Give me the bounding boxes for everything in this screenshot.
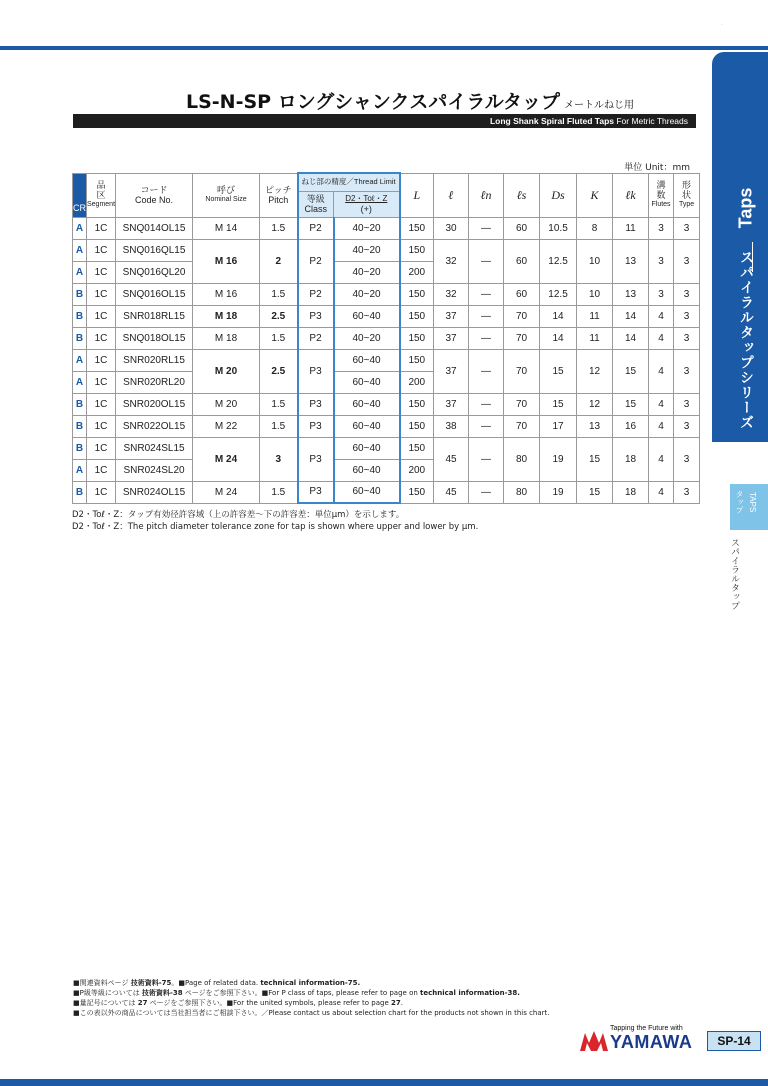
cell-flutes: 3: [649, 239, 674, 283]
cell-Ds: 10.5: [540, 217, 577, 239]
cell-K: 11: [577, 305, 613, 327]
cell-flutes: 4: [649, 415, 674, 437]
cell-seg: 1C: [87, 283, 116, 305]
header-type: 形状 Type: [674, 173, 700, 217]
cell-cr: B: [73, 393, 87, 415]
cell-l: 30: [434, 217, 469, 239]
table-row: [73, 327, 700, 349]
cell-nominal: M 16: [193, 239, 260, 283]
cell-l: 37: [434, 327, 469, 349]
side-tab-taps-label: Taps: [735, 187, 756, 229]
cell-tol: 60~40: [334, 371, 400, 393]
cell-nominal: M 24: [193, 437, 260, 481]
cell-K: 11: [577, 327, 613, 349]
cell-L: 150: [400, 217, 434, 239]
cell-cr: A: [73, 349, 87, 371]
brand-name: YAMAWA: [610, 1032, 693, 1052]
header-ln: ℓn: [469, 173, 504, 217]
cell-L: 200: [400, 459, 434, 481]
corner-mark: ·: [721, 22, 723, 29]
header-nominal: 呼び Nominal Size: [193, 173, 260, 217]
header-code: コード Code No.: [116, 173, 193, 217]
table-row: [73, 415, 700, 437]
spec-table-body: [73, 217, 700, 503]
cell-ln: —: [469, 217, 504, 239]
cell-code: SNR020RL20: [116, 371, 193, 393]
bottom-rule: [0, 1079, 768, 1086]
cell-K: 15: [577, 481, 613, 503]
subtitle-en-normal: For Metric Threads: [616, 116, 688, 126]
spec-table: [72, 172, 700, 504]
top-rule: [0, 46, 768, 50]
cell-class: P3: [298, 393, 334, 415]
cell-L: 150: [400, 327, 434, 349]
cell-flutes: 3: [649, 217, 674, 239]
cell-type: 3: [674, 415, 700, 437]
cell-tol: 40~20: [334, 239, 400, 261]
cell-ls: 60: [504, 217, 540, 239]
header-l: ℓ: [434, 173, 469, 217]
page-title-main: LS-N-SP ロングシャンクスパイラルタップ: [186, 91, 561, 113]
side-tab-taps[interactable]: [712, 52, 768, 442]
cell-class: P3: [298, 481, 334, 503]
cell-code: SNR024SL20: [116, 459, 193, 481]
side-tab-dot: [749, 454, 753, 458]
cell-ln: —: [469, 437, 504, 481]
cell-code: SNQ016OL15: [116, 283, 193, 305]
cell-ls: 80: [504, 481, 540, 503]
table-row: [73, 239, 700, 261]
cell-cr: A: [73, 459, 87, 481]
table-row: [73, 349, 700, 371]
cell-l: 38: [434, 415, 469, 437]
cell-ls: 70: [504, 349, 540, 393]
cell-class: P3: [298, 415, 334, 437]
header-L: L: [400, 173, 434, 217]
cell-K: 13: [577, 415, 613, 437]
brand-logo: [578, 1025, 702, 1055]
side-tab-series-label: スパイラルタップシリーズ: [738, 250, 754, 430]
header-ls: ℓs: [504, 173, 540, 217]
cell-nominal: M 24: [193, 481, 260, 503]
cell-l: 32: [434, 283, 469, 305]
cell-K: 10: [577, 283, 613, 305]
cell-K: 10: [577, 239, 613, 283]
cell-Ds: 12.5: [540, 239, 577, 283]
cell-flutes: 4: [649, 305, 674, 327]
cell-lk: 16: [613, 415, 649, 437]
cell-code: SNQ018OL15: [116, 327, 193, 349]
cell-code: SNQ014OL15: [116, 217, 193, 239]
cell-cr: B: [73, 327, 87, 349]
cell-Ds: 17: [540, 415, 577, 437]
cell-Ds: 12.5: [540, 283, 577, 305]
cell-seg: 1C: [87, 393, 116, 415]
header-tolerance: D2・Toℓ・Z (+): [334, 191, 400, 217]
cell-ln: —: [469, 415, 504, 437]
cell-code: SNR024OL15: [116, 481, 193, 503]
cell-K: 8: [577, 217, 613, 239]
cell-ls: 70: [504, 415, 540, 437]
cell-code: SNR018RL15: [116, 305, 193, 327]
cell-K: 15: [577, 437, 613, 481]
cell-class: P2: [298, 283, 334, 305]
cell-code: SNR024SL15: [116, 437, 193, 459]
cell-l: 37: [434, 305, 469, 327]
cell-tol: 60~40: [334, 305, 400, 327]
cell-pitch: 1.5: [260, 217, 298, 239]
cell-code: SNQ016QL20: [116, 261, 193, 283]
cell-nominal: M 16: [193, 283, 260, 305]
cell-Ds: 14: [540, 327, 577, 349]
cell-lk: 14: [613, 327, 649, 349]
cell-tol: 40~20: [334, 217, 400, 239]
cell-lk: 11: [613, 217, 649, 239]
cell-code: SNQ016QL15: [116, 239, 193, 261]
yamawa-mark-icon: [580, 1029, 608, 1051]
cell-pitch: 2.5: [260, 305, 298, 327]
cell-nominal: M 20: [193, 393, 260, 415]
cell-l: 45: [434, 481, 469, 503]
subtitle-bar: [73, 114, 696, 128]
header-flutes: 溝数 Flutes: [649, 173, 674, 217]
cell-type: 3: [674, 217, 700, 239]
cell-type: 3: [674, 305, 700, 327]
cell-lk: 14: [613, 305, 649, 327]
footer-line-2: ■P級等級については 技術資料-38 ページをご参照下さい。■For P class of taps, please refer to page on technical information-38.: [73, 989, 520, 997]
table-row: [73, 217, 700, 239]
cell-seg: 1C: [87, 261, 116, 283]
table-row: [73, 481, 700, 503]
cell-tol: 60~40: [334, 459, 400, 481]
cell-pitch: 1.5: [260, 327, 298, 349]
cell-seg: 1C: [87, 349, 116, 371]
cell-type: 3: [674, 283, 700, 305]
cell-tol: 60~40: [334, 349, 400, 371]
header-cr: CR: [73, 173, 87, 217]
footer-line-1: ■関連資料ページ 技術資料-75。■Page of related data. technical information-75.: [73, 979, 361, 987]
cell-cr: A: [73, 239, 87, 261]
footer-line-4: ■この表以外の商品については当社担当者にご相談下さい。／Please contact us about selection chart for the products not shown in this chart.: [73, 1009, 550, 1017]
cell-pitch: 3: [260, 437, 298, 481]
cell-cr: A: [73, 217, 87, 239]
cell-l: 37: [434, 393, 469, 415]
note-jp: D2・Toℓ・Z：タップ有効径許容域（上の許容差〜下の許容差：単位μm）を示します。: [72, 510, 405, 520]
cell-pitch: 2: [260, 239, 298, 283]
cell-L: 150: [400, 437, 434, 459]
cell-tol: 60~40: [334, 393, 400, 415]
header-Ds: Ds: [540, 173, 577, 217]
page-title-sub: メートルねじ用: [564, 100, 635, 111]
cell-ln: —: [469, 283, 504, 305]
cell-L: 150: [400, 415, 434, 437]
cell-L: 150: [400, 393, 434, 415]
header-pitch: ピッチ Pitch: [260, 173, 298, 217]
side-tab-small-en: TAPS: [748, 492, 757, 513]
table-row: [73, 283, 700, 305]
cell-lk: 15: [613, 349, 649, 393]
side-vertical-label: スパイラルタップ: [729, 538, 739, 610]
cell-tol: 60~40: [334, 481, 400, 503]
cell-pitch: 2.5: [260, 349, 298, 393]
header-segment: 品区 Segment: [87, 173, 116, 217]
table-row: [73, 393, 700, 415]
cell-ln: —: [469, 393, 504, 415]
cell-ln: —: [469, 305, 504, 327]
side-tab-small-taps[interactable]: [730, 484, 768, 530]
cell-seg: 1C: [87, 459, 116, 481]
cell-tol: 40~20: [334, 327, 400, 349]
cell-ln: —: [469, 327, 504, 349]
side-tab-small-jp: タップ: [735, 490, 744, 514]
cell-seg: 1C: [87, 415, 116, 437]
unit-label: 単位 Unit：mm: [624, 163, 690, 173]
cell-nominal: M 18: [193, 305, 260, 327]
cell-L: 150: [400, 349, 434, 371]
cell-cr: B: [73, 437, 87, 459]
cell-type: 3: [674, 327, 700, 349]
cell-pitch: 1.5: [260, 481, 298, 503]
cell-nominal: M 14: [193, 217, 260, 239]
cell-L: 150: [400, 283, 434, 305]
cell-tol: 60~40: [334, 415, 400, 437]
cell-cr: B: [73, 283, 87, 305]
cell-Ds: 15: [540, 393, 577, 415]
header-thread-limit: ねじ部の精度／Thread Limit: [298, 173, 400, 191]
cell-Ds: 14: [540, 305, 577, 327]
cell-lk: 13: [613, 239, 649, 283]
cell-cr: A: [73, 371, 87, 393]
cell-L: 150: [400, 239, 434, 261]
cell-cr: B: [73, 415, 87, 437]
cell-L: 200: [400, 261, 434, 283]
cell-pitch: 1.5: [260, 393, 298, 415]
cell-Ds: 19: [540, 481, 577, 503]
cell-type: 3: [674, 349, 700, 393]
brand-tagline: Tapping the Future with: [610, 1025, 683, 1032]
cell-type: 3: [674, 437, 700, 481]
cell-code: SNR020RL15: [116, 349, 193, 371]
cell-ls: 60: [504, 239, 540, 283]
cell-pitch: 1.5: [260, 415, 298, 437]
cell-lk: 18: [613, 481, 649, 503]
cell-flutes: 4: [649, 393, 674, 415]
cell-type: 3: [674, 239, 700, 283]
cell-flutes: 4: [649, 437, 674, 481]
cell-L: 200: [400, 371, 434, 393]
page-title: [186, 87, 634, 114]
table-row: [73, 305, 700, 327]
cell-type: 3: [674, 393, 700, 415]
table-row: [73, 437, 700, 459]
cell-ls: 70: [504, 305, 540, 327]
cell-ln: —: [469, 481, 504, 503]
cell-K: 12: [577, 393, 613, 415]
cell-l: 37: [434, 349, 469, 393]
cell-ls: 70: [504, 327, 540, 349]
cell-class: P3: [298, 305, 334, 327]
cell-seg: 1C: [87, 481, 116, 503]
cell-Ds: 19: [540, 437, 577, 481]
cell-K: 12: [577, 349, 613, 393]
cell-ln: —: [469, 239, 504, 283]
cell-class: P2: [298, 239, 334, 283]
cell-seg: 1C: [87, 305, 116, 327]
cell-code: SNR020OL15: [116, 393, 193, 415]
note-en: D2・Toℓ・Z：The pitch diameter tolerance zone for tap is shown where upper and lower by μm.: [72, 522, 479, 532]
cell-lk: 13: [613, 283, 649, 305]
cell-class: P2: [298, 327, 334, 349]
cell-code: SNR022OL15: [116, 415, 193, 437]
cell-seg: 1C: [87, 239, 116, 261]
cell-l: 32: [434, 239, 469, 283]
cell-cr: B: [73, 305, 87, 327]
cell-lk: 15: [613, 393, 649, 415]
cell-pitch: 1.5: [260, 283, 298, 305]
header-lk: ℓk: [613, 173, 649, 217]
cell-seg: 1C: [87, 327, 116, 349]
footer-line-3: ■量記号については 27 ページをご参照下さい。■For the united symbols, please refer to page 27.: [73, 999, 403, 1007]
subtitle-en-bold: Long Shank Spiral Fluted Taps: [489, 116, 614, 126]
cell-ls: 60: [504, 283, 540, 305]
cell-flutes: 4: [649, 349, 674, 393]
cell-ls: 80: [504, 437, 540, 481]
cell-nominal: M 22: [193, 415, 260, 437]
cell-Ds: 15: [540, 349, 577, 393]
cell-cr: A: [73, 261, 87, 283]
cell-L: 150: [400, 305, 434, 327]
cell-type: 3: [674, 481, 700, 503]
cell-ln: —: [469, 349, 504, 393]
cell-class: P2: [298, 217, 334, 239]
cell-tol: 40~20: [334, 283, 400, 305]
page-number: SP-14: [707, 1031, 761, 1051]
cell-ls: 70: [504, 393, 540, 415]
cell-nominal: M 18: [193, 327, 260, 349]
header-K: K: [577, 173, 613, 217]
cell-class: P3: [298, 349, 334, 393]
cell-seg: 1C: [87, 217, 116, 239]
cell-seg: 1C: [87, 371, 116, 393]
cell-seg: 1C: [87, 437, 116, 459]
cell-l: 45: [434, 437, 469, 481]
cell-flutes: 4: [649, 481, 674, 503]
cell-class: P3: [298, 437, 334, 481]
cell-nominal: M 20: [193, 349, 260, 393]
cell-tol: 60~40: [334, 437, 400, 459]
cell-flutes: 3: [649, 283, 674, 305]
cell-tol: 40~20: [334, 261, 400, 283]
cell-cr: B: [73, 481, 87, 503]
cell-lk: 18: [613, 437, 649, 481]
cell-flutes: 4: [649, 327, 674, 349]
cell-L: 150: [400, 481, 434, 503]
header-class: 等級 Class: [298, 191, 334, 217]
